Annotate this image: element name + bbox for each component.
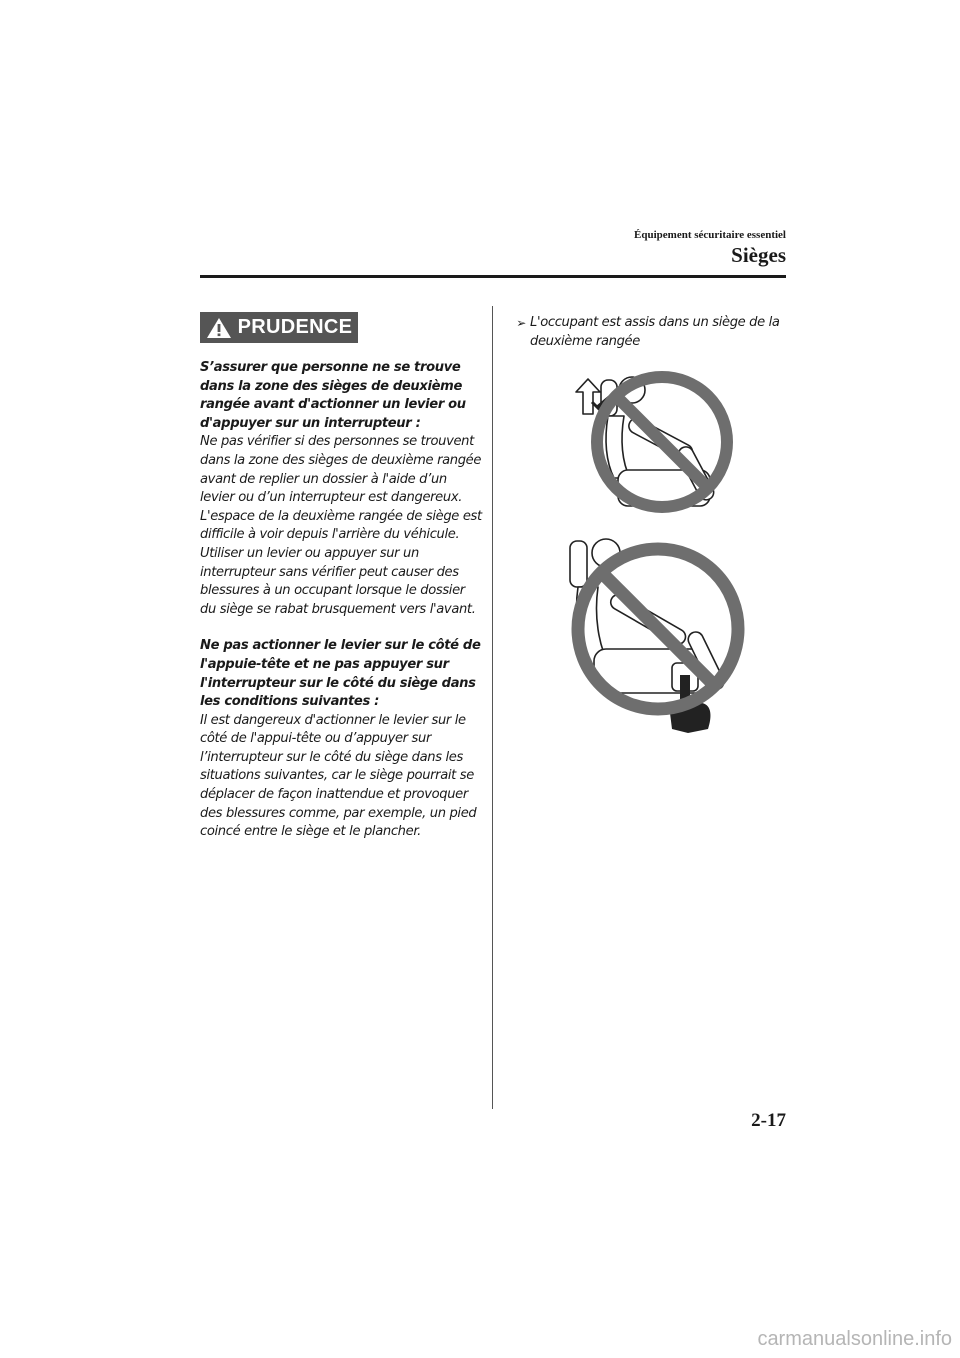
page-title: Sièges xyxy=(731,243,786,267)
list-item xyxy=(500,314,790,351)
watermark: carmanualsonline.info xyxy=(757,1328,952,1350)
caution-text-1: Ne pas vérifier si des personnes se trouvent dans la zone des sièges de deuxième rangée avant de replier un dossier à l'aide d’un levier ou d’un interrupteur est dangereux. L'espace de la deuxième rangée de siège est difficile à voir depuis l'arrière du véhicule. Utiliser un levier ou appuyer sur un interrupteur sans vérifier peut causer des blessures à un occupant lorsque le dossier du siège se rabat brusquement vers l'avant. xyxy=(200,434,482,617)
prohibited-seat-switch-icon xyxy=(562,533,752,743)
caution-text-2: Il est dangereux d'actionner le levier sur le côté de l'appui-tête ou d’appuyer sur l’interrupteur sur le côté du siège dans les situations suivantes, car le siège pourrait se déplacer de façon inattendue et provoquer des blessures comme, par exemple, un pied coincé entre le siège et le plancher. xyxy=(200,712,477,840)
header-section-title: Équipement sécuritaire essentiel xyxy=(634,229,786,241)
caution-heading-1: S’assurer que personne ne se trouve dans la zone des sièges de deuxième rangée avant d'actionner un levier ou d'appuyer sur un interrupteur : xyxy=(200,360,466,431)
caution-heading-2: Ne pas actionner le levier sur le côté de l'appuie-tête et ne pas appuyer sur l'interrupteur sur le côté du siège dans les conditions suivantes : xyxy=(200,638,481,710)
bullet-arrow-icon: ➢ xyxy=(516,316,526,330)
warning-triangle-icon xyxy=(206,317,232,339)
bullet-list xyxy=(500,314,790,351)
caution-body xyxy=(200,359,482,842)
bullet-text: L'occupant est assis dans un siège de la deuxième rangée xyxy=(530,315,780,349)
header-rule xyxy=(200,275,786,278)
caution-banner xyxy=(200,312,358,343)
column-divider xyxy=(492,306,493,1109)
prohibited-seat-lever-icon xyxy=(562,370,752,515)
caution-label: PRUDENCE xyxy=(237,316,353,338)
page-number: 2-17 xyxy=(751,1110,786,1131)
